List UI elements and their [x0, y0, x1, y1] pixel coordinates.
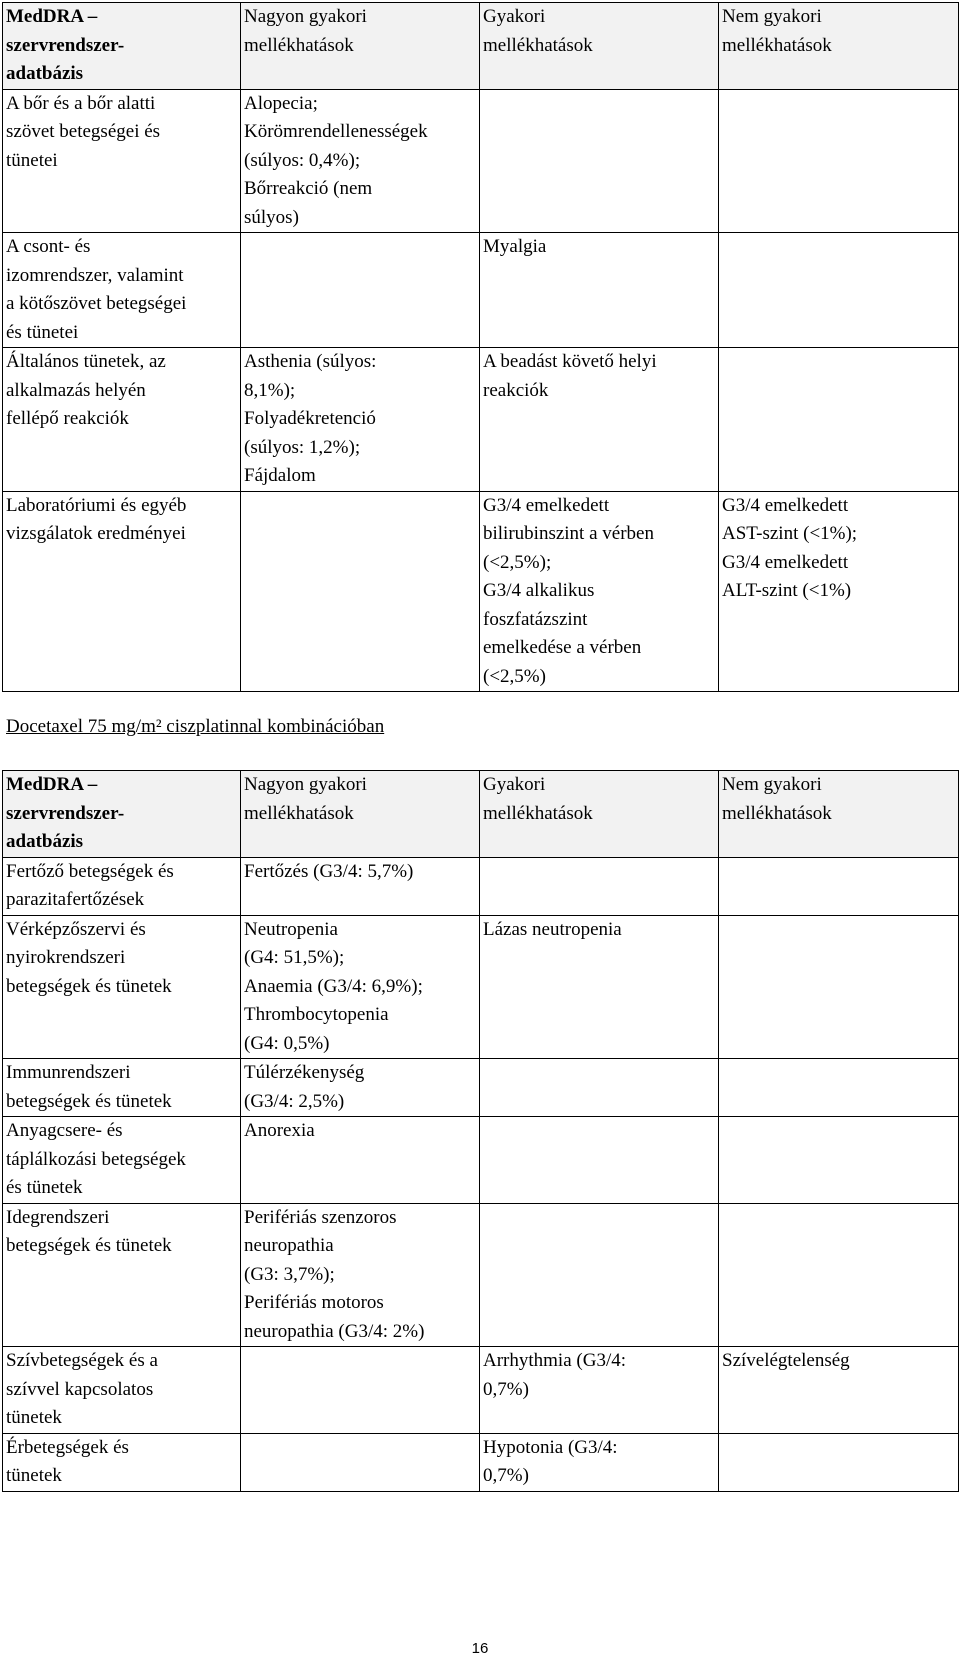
very-common-cell: Alopecia; Körömrendellenességek (súlyos: 0,4%); Bőrreakció (nem súlyos)	[241, 89, 480, 233]
organ-class-cell: Anyagcsere- és táplálkozási betegségek és tünetek	[3, 1117, 241, 1204]
adverse-reactions-table-1	[2, 2, 959, 692]
very-common-cell	[241, 1433, 480, 1491]
organ-class-cell: Fertőző betegségek és parazitafertőzések	[3, 857, 241, 915]
common-cell	[480, 1059, 719, 1117]
table-header-row	[3, 771, 959, 858]
header-common: Gyakori mellékhatások	[480, 3, 719, 90]
organ-class-cell: Laboratóriumi és egyéb vizsgálatok eredményei	[3, 491, 241, 692]
very-common-cell: Túlérzékenység (G3/4: 2,5%)	[241, 1059, 480, 1117]
organ-class-cell: Érbetegségek és tünetek	[3, 1433, 241, 1491]
uncommon-cell	[719, 348, 959, 492]
organ-class-cell: Immunrendszeri betegségek és tünetek	[3, 1059, 241, 1117]
very-common-cell	[241, 233, 480, 348]
header-meddra: MedDRA – szervrendszer- adatbázis	[3, 771, 241, 858]
header-very-common: Nagyon gyakori mellékhatások	[241, 3, 480, 90]
uncommon-cell	[719, 857, 959, 915]
common-cell	[480, 1203, 719, 1347]
uncommon-cell	[719, 233, 959, 348]
common-cell: G3/4 emelkedett bilirubinszint a vérben (<2,5%); G3/4 alkalikus foszfatázszint emelkedése a vérben (<2,5%)	[480, 491, 719, 692]
uncommon-cell	[719, 1117, 959, 1204]
header-uncommon: Nem gyakori mellékhatások	[719, 3, 959, 90]
very-common-cell: Neutropenia (G4: 51,5%); Anaemia (G3/4: 6,9%); Thrombocytopenia (G4: 0,5%)	[241, 915, 480, 1059]
adverse-reactions-table-2	[2, 770, 959, 1492]
very-common-cell	[241, 491, 480, 692]
uncommon-cell	[719, 1203, 959, 1347]
uncommon-cell: Szívelégtelenség	[719, 1347, 959, 1434]
very-common-cell	[241, 1347, 480, 1434]
common-cell: Hypotonia (G3/4: 0,7%)	[480, 1433, 719, 1491]
common-cell: Myalgia	[480, 233, 719, 348]
common-cell: Arrhythmia (G3/4: 0,7%)	[480, 1347, 719, 1434]
table-row	[3, 1347, 959, 1434]
common-cell	[480, 1117, 719, 1204]
table-row	[3, 1433, 959, 1491]
uncommon-cell	[719, 1433, 959, 1491]
uncommon-cell	[719, 89, 959, 233]
organ-class-cell: A bőr és a bőr alatti szövet betegségei és tünetei	[3, 89, 241, 233]
very-common-cell: Asthenia (súlyos: 8,1%); Folyadékretenció (súlyos: 1,2%); Fájdalom	[241, 348, 480, 492]
uncommon-cell	[719, 1059, 959, 1117]
organ-class-cell: Vérképzőszervi és nyirokrendszeri betegségek és tünetek	[3, 915, 241, 1059]
table-row	[3, 915, 959, 1059]
table-row	[3, 89, 959, 233]
table-row	[3, 348, 959, 492]
common-cell: A beadást követő helyi reakciók	[480, 348, 719, 492]
very-common-cell: Fertőzés (G3/4: 5,7%)	[241, 857, 480, 915]
organ-class-cell: A csont- és izomrendszer, valamint a kötőszövet betegségei és tünetei	[3, 233, 241, 348]
table-row	[3, 1203, 959, 1347]
common-cell	[480, 89, 719, 233]
table-row	[3, 233, 959, 348]
header-uncommon: Nem gyakori mellékhatások	[719, 771, 959, 858]
table-row	[3, 857, 959, 915]
header-common: Gyakori mellékhatások	[480, 771, 719, 858]
very-common-cell: Perifériás szenzoros neuropathia (G3: 3,7%); Perifériás motoros neuropathia (G3/4: 2%)	[241, 1203, 480, 1347]
table-row	[3, 1117, 959, 1204]
table-header-row	[3, 3, 959, 90]
organ-class-cell: Általános tünetek, az alkalmazás helyén fellépő reakciók	[3, 348, 241, 492]
uncommon-cell	[719, 915, 959, 1059]
organ-class-cell: Szívbetegségek és a szívvel kapcsolatos tünetek	[3, 1347, 241, 1434]
common-cell: Lázas neutropenia	[480, 915, 719, 1059]
uncommon-cell: G3/4 emelkedett AST-szint (<1%); G3/4 emelkedett ALT-szint (<1%)	[719, 491, 959, 692]
table-row	[3, 1059, 959, 1117]
page-number: 16	[471, 1640, 489, 1657]
header-very-common: Nagyon gyakori mellékhatások	[241, 771, 480, 858]
section-heading: Docetaxel 75 mg/m² ciszplatinnal kombinációban	[6, 716, 385, 737]
table-row	[3, 491, 959, 692]
very-common-cell: Anorexia	[241, 1117, 480, 1204]
common-cell	[480, 857, 719, 915]
header-meddra: MedDRA – szervrendszer- adatbázis	[3, 3, 241, 90]
organ-class-cell: Idegrendszeri betegségek és tünetek	[3, 1203, 241, 1347]
